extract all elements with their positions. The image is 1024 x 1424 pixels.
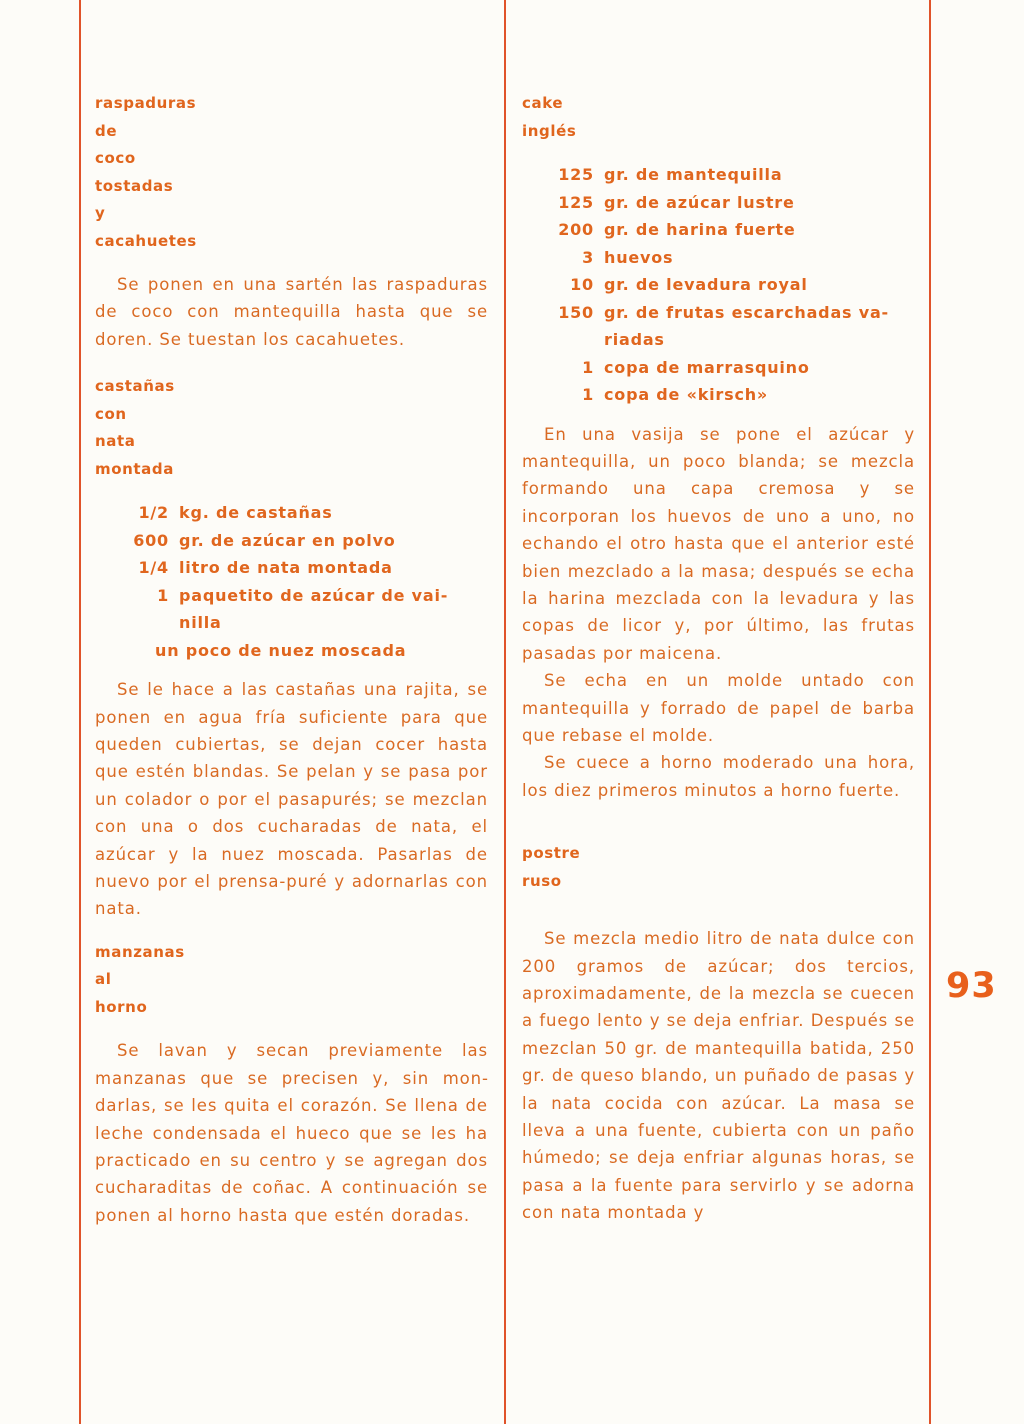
ingredient-text: gr. de harina fuerte [604,220,796,239]
ingredient-qty: 125 [558,192,594,212]
ingredient-item [552,244,915,272]
title-line: al [95,970,112,989]
title-line: y [95,204,106,222]
ingredient-text: gr. de azúcar en polvo [179,530,396,550]
ingredient-text: copa de marrasquino [604,357,810,377]
title-line: nata [95,432,136,451]
ingredient-qty: 150 [558,302,594,322]
recipe-title-manzanas [95,939,488,1022]
column-rule-center [504,0,506,1424]
ingredient-item [552,299,915,354]
ingredient-item [131,582,488,637]
ingredient-text: gr. de mantequilla [604,165,783,184]
ingredient-item [552,161,915,189]
title-line: cacahuetes [95,231,197,250]
recipe-instructions: Se cuece a horno moderado una hora, los diez primeros minutos a horno fuerte. [522,753,915,800]
title-line: ruso [522,871,562,890]
title-line: horno [95,997,148,1016]
title-line: manzanas [95,942,185,961]
ingredient-text: paquetito de azúcar de vai-nilla [179,585,449,633]
margin-rule-left [79,0,81,1424]
recipe-title-castanas [95,373,488,483]
ingredient-list [522,161,915,409]
title-line: tostadas [95,176,174,195]
ingredient-text: litro de nata montada [179,558,393,578]
recipe-instructions: En una vasija se pone el azúcar y mantequilla, un poco blanda; se mezcla formando una capa cremosa y se incorporan los huevos de uno a uno, no echando el otro hasta que el anterior esté bien mezclado a la masa; después se echa la harina mezclada con la levadura y las copas de licor y, por último, las frutas pasadas por maicena. [522,424,915,663]
recipe-instructions: Se le hace a las castañas una rajita, se ponen en agua fría suficiente para que queden cubiertas, se dejan cocer hasta que estén blandas. Se pelan y se pasa por un colador o por el pasapurés; se mezclan con una o dos cucharadas de nata, el azúcar y la nuez moscada. Pasarlas de nuevo por el prensa-puré y adornarlas con nata. [95,680,488,919]
right-column [522,90,915,1227]
page-number: 93 [946,966,997,1006]
title-line: postre [522,844,581,863]
left-column [95,90,488,1229]
ingredient-text: kg. de castañas [179,503,333,523]
ingredient-text: gr. de frutas escarchadas va-riadas [604,302,889,349]
ingredient-text: gr. de azúcar lustre [604,192,795,212]
ingredient-qty: 1/4 [138,558,169,578]
title-line: coco [95,149,136,167]
title-line: cake [522,94,564,112]
ingredient-qty: 1 [582,385,594,404]
recipe-instructions: Se lavan y secan previamente las manzanas que se precisen y, sin mondarlas, se les quita el corazón. Se llena de leche condensada el hueco que se les ha practicado en su centro y se agregan dos cucharaditas de coñac. A continuación se ponen al horno hasta que estén doradas. [95,1041,488,1225]
title-line: raspaduras [95,94,197,112]
ingredient-qty: 1 [157,585,169,605]
ingredient-text: huevos [604,247,674,267]
recipe-instructions: Se mezcla medio litro de nata dulce con 200 gramos de azúcar; dos tercios, aproximadamente, de la mezcla se cuecen a fuego lento y se deja enfriar. Después se mezclan 50 gr. de mantequilla batida, 250 gr. de queso blando, un puñado de pasas y la nata cocida con azúcar. La masa se lleva a una fuente, cubierta con un paño húmedo; se deja enfriar algunas horas, se pasa a la fuente para servirlo y se adorna con nata montada y [522,929,915,1223]
ingredient-qty: 1/2 [138,503,169,523]
ingredient-item [552,354,915,382]
ingredient-item [552,189,915,217]
ingredient-item [552,216,915,244]
ingredient-qty: 10 [570,275,594,294]
title-line: montada [95,459,174,478]
ingredient-item [552,381,915,409]
ingredient-text: un poco de nuez moscada [155,640,407,660]
ingredient-item [131,637,488,665]
title-line: con [95,404,127,423]
ingredient-item [552,271,915,299]
recipe-instructions: Se echa en un molde untado con mantequilla y forrado de papel de barba que rebase el molde. [522,671,915,745]
ingredient-item [131,499,488,527]
ingredient-qty: 600 [133,530,169,550]
ingredient-text: copa de «kirsch» [604,385,769,404]
title-line: castañas [95,377,175,396]
ingredient-item [131,554,488,582]
recipe-title-postre-ruso [522,840,915,895]
ingredient-qty: 1 [582,357,594,377]
ingredient-qty: 125 [558,165,594,184]
ingredient-qty: 200 [558,220,594,239]
recipe-instructions: Se ponen en una sartén las raspaduras de coco con mantequilla hasta que se doren. Se tuestan los cacahuetes. [95,275,488,349]
recipe-title-raspaduras [95,90,488,255]
ingredient-text: gr. de levadura royal [604,275,808,294]
recipe-title-cake [522,90,915,145]
margin-rule-right [929,0,931,1424]
title-line: inglés [522,121,577,140]
ingredient-qty: 3 [582,247,594,267]
title-line: de [95,121,118,140]
ingredient-item [131,527,488,555]
ingredient-list [95,499,488,664]
